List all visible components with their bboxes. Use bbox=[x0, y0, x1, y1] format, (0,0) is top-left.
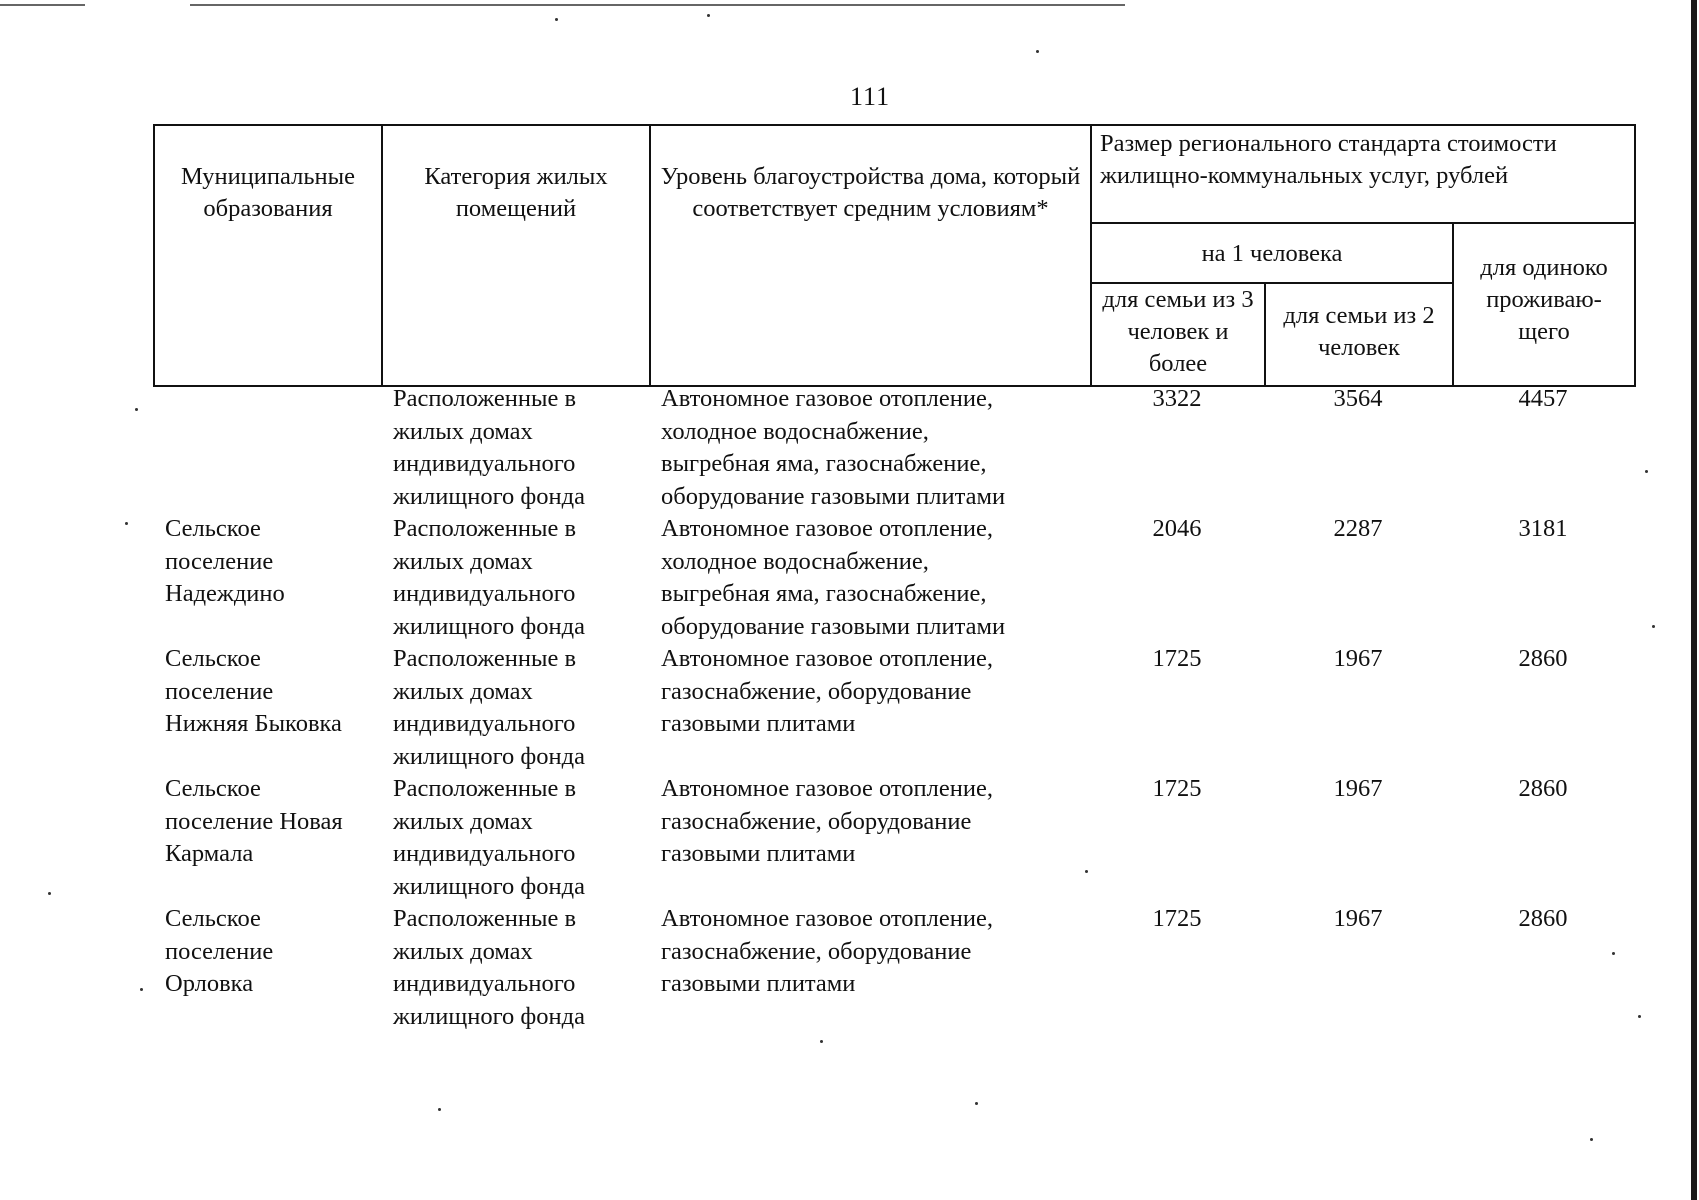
scan-border-top-center bbox=[190, 4, 1125, 6]
header-family3-label: для семьи из 3 человек и более bbox=[1102, 286, 1254, 377]
cell-municipality: Сельское поселение Новая Кармала bbox=[165, 775, 343, 867]
header-municipality bbox=[154, 125, 382, 386]
cell-family2: 2287 bbox=[1333, 515, 1383, 542]
cell-category: Расположенные в жилых домах индивидуального жилищного фонда bbox=[393, 645, 585, 770]
scan-speck bbox=[1085, 870, 1088, 873]
cell-family3: 1725 bbox=[1152, 905, 1202, 932]
header-standard bbox=[1091, 125, 1635, 223]
cell-municipality: Сельское поселение Нижняя Быковка bbox=[165, 645, 342, 737]
cell-level: Автономное газовое отопление, газоснабжение, оборудование газовыми плитами bbox=[661, 905, 993, 997]
cell-family3: 1725 bbox=[1152, 645, 1202, 672]
cell-category: Расположенные в жилых домах индивидуального жилищного фонда bbox=[393, 775, 585, 900]
scan-speck bbox=[135, 408, 138, 411]
cell-family2: 1967 bbox=[1333, 775, 1383, 802]
scan-speck bbox=[1612, 952, 1615, 955]
cell-single: 4457 bbox=[1518, 385, 1568, 412]
table-row bbox=[153, 773, 1634, 903]
header-per-person bbox=[1091, 223, 1453, 283]
cell-category: Расположенные в жилых домах индивидуального жилищного фонда bbox=[393, 515, 585, 640]
cell-single: 2860 bbox=[1518, 775, 1568, 802]
scan-speck bbox=[140, 988, 143, 991]
header-family2 bbox=[1265, 283, 1453, 386]
header-level-label: Уровень благоустройства дома, который соответствует средним условиям* bbox=[660, 163, 1081, 222]
cell-level: Автономное газовое отопление, холодное водоснабжение, выгребная яма, газоснабжение, оборудование газовыми плитами bbox=[661, 515, 1006, 640]
header-category-label: Категория жилых помещений bbox=[424, 163, 608, 222]
scan-border-top-left bbox=[0, 4, 85, 6]
cell-family2: 1967 bbox=[1333, 645, 1383, 672]
scan-speck bbox=[1036, 50, 1039, 53]
scan-edge-right bbox=[1691, 0, 1697, 1200]
header-municipality-label: Муниципальные образования bbox=[181, 163, 355, 222]
scan-speck bbox=[1638, 1015, 1641, 1018]
scan-speck bbox=[48, 892, 51, 895]
cell-municipality: Сельское поселение Надеждино bbox=[165, 515, 285, 607]
cell-category: Расположенные в жилых домах индивидуального жилищного фонда bbox=[393, 385, 585, 510]
cell-municipality bbox=[153, 383, 381, 513]
table-row bbox=[153, 643, 1634, 773]
scan-speck bbox=[707, 14, 710, 17]
cell-level: Автономное газовое отопление, газоснабжение, оборудование газовыми плитами bbox=[661, 775, 993, 867]
header-single bbox=[1453, 223, 1635, 386]
scan-speck bbox=[125, 522, 128, 525]
table-row bbox=[153, 903, 1634, 1033]
header-level bbox=[650, 125, 1091, 386]
header-per-person-label: на 1 человека bbox=[1201, 240, 1343, 267]
header-family2-label: для семьи из 2 человек bbox=[1283, 302, 1435, 361]
cell-level: Автономное газовое отопление, холодное водоснабжение, выгребная яма, газоснабжение, оборудование газовыми плитами bbox=[661, 385, 1006, 510]
cell-level: Автономное газовое отопление, газоснабжение, оборудование газовыми плитами bbox=[661, 645, 993, 737]
scan-speck bbox=[438, 1108, 441, 1111]
cell-family3: 1725 bbox=[1152, 775, 1202, 802]
table-body bbox=[153, 383, 1634, 1033]
table-header bbox=[153, 124, 1636, 387]
cell-family2: 1967 bbox=[1333, 905, 1383, 932]
scan-speck bbox=[555, 18, 558, 21]
cell-single: 3181 bbox=[1518, 515, 1568, 542]
header-family3 bbox=[1091, 283, 1265, 386]
table-row bbox=[153, 383, 1634, 513]
header-standard-label: Размер регионального стандарта стоимости жилищно-коммунальных услуг, рублей bbox=[1100, 130, 1557, 189]
cell-family2: 3564 bbox=[1333, 385, 1383, 412]
header-category bbox=[382, 125, 650, 386]
scan-speck bbox=[1652, 625, 1655, 628]
cell-municipality: Сельское поселение Орловка bbox=[165, 905, 274, 997]
scan-speck bbox=[1590, 1138, 1593, 1141]
page-number: 111 bbox=[850, 82, 891, 111]
scan-speck bbox=[975, 1102, 978, 1105]
cell-single: 2860 bbox=[1518, 645, 1568, 672]
table-row bbox=[153, 513, 1634, 643]
scan-speck bbox=[1645, 470, 1648, 473]
scan-speck bbox=[820, 1040, 823, 1043]
header-single-label: для одиноко проживаю-щего bbox=[1480, 254, 1608, 345]
cell-family3: 2046 bbox=[1152, 515, 1202, 542]
cell-category: Расположенные в жилых домах индивидуального жилищного фонда bbox=[393, 905, 585, 1030]
cell-family3: 3322 bbox=[1152, 385, 1202, 412]
cell-single: 2860 bbox=[1518, 905, 1568, 932]
